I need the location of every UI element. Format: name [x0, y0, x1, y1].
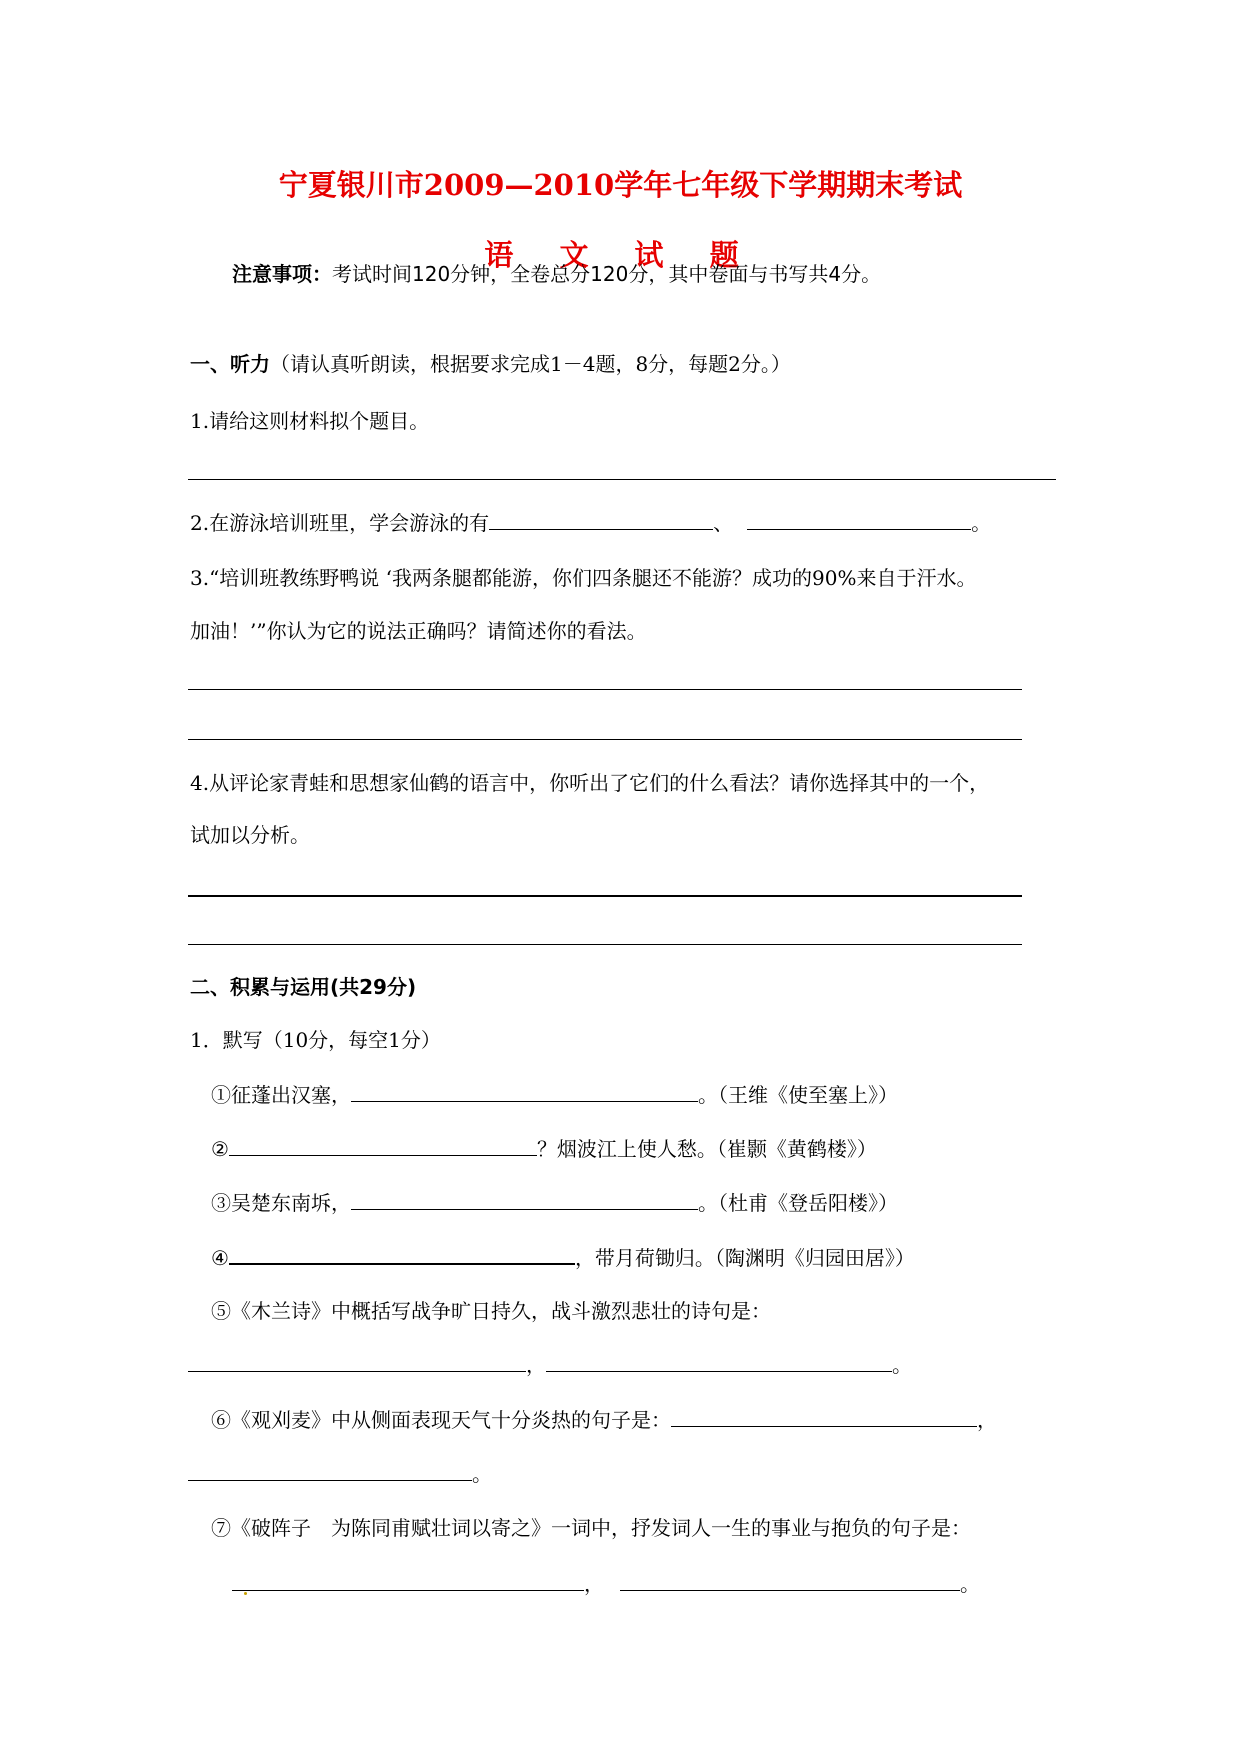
- question-2-1: 1．默写（10分，每空1分）: [190, 1028, 441, 1052]
- section1-note: （请认真听朗读，根据要求完成1－4题，8分，每题2分。）: [270, 352, 791, 376]
- item6-text: ⑥《观刈麦》中从侧面表现天气十分炎热的句子是：: [211, 1408, 671, 1432]
- answer-line[interactable]: [188, 739, 1022, 740]
- notice: [232, 260, 881, 288]
- ink-dot: [244, 1592, 247, 1595]
- dictation-item-3: [211, 1189, 898, 1217]
- dictation-item-6-blank2: [188, 1460, 492, 1488]
- item7-mid: ，: [584, 1572, 604, 1596]
- q2-mid: 、: [713, 511, 734, 535]
- item3-prefix: ③吴楚东南坼，: [211, 1191, 351, 1215]
- section2-heading: 二、积累与运用(共29分): [190, 975, 417, 999]
- item4-prefix: ④: [211, 1246, 229, 1270]
- item4-suffix: ，带月荷锄归。（陶渊明《归园田居》）: [574, 1246, 915, 1270]
- dictation-item-7-blanks: [232, 1570, 980, 1598]
- question-1-4-line2: 试加以分析。: [190, 823, 310, 847]
- answer-blank[interactable]: [232, 1570, 584, 1591]
- answer-line[interactable]: [188, 479, 1056, 480]
- notice-text: 考试时间120分钟，全卷总分120分，其中卷面与书写共4分。: [332, 262, 882, 286]
- item6-comma: ，: [977, 1408, 997, 1432]
- question-1-4-line1: 4.从评论家青蛙和思想家仙鹤的语言中，你听出了它们的什么看法？请你选择其中的一个，: [190, 771, 990, 795]
- answer-blank[interactable]: [351, 1081, 698, 1102]
- dictation-item-2: [211, 1135, 877, 1163]
- item1-suffix: 。（王维《使至塞上》）: [698, 1083, 898, 1107]
- answer-blank[interactable]: [546, 1351, 892, 1372]
- dictation-item-4: [211, 1243, 915, 1272]
- q2-end: 。: [971, 511, 992, 535]
- item5-end: 。: [892, 1353, 912, 1377]
- question-1-3-line1: 3.“培训班教练野鸭说 ‘我两条腿都能游，你们四条腿还不能游？成功的90%来自于汗水。: [190, 566, 977, 590]
- dictation-item-5: ⑤《木兰诗》中概括写战争旷日持久，战斗激烈悲壮的诗句是：: [211, 1299, 771, 1323]
- answer-blank[interactable]: [229, 1243, 575, 1265]
- dictation-item-7: ⑦《破阵子 为陈同甫赋壮词以寄之》一词中，抒发词人一生的事业与抱负的句子是：: [211, 1516, 971, 1540]
- item6-end: 。: [472, 1462, 492, 1486]
- exam-subtitle: 语 文 试 题: [484, 238, 757, 272]
- item5-mid: ，: [526, 1353, 546, 1377]
- dictation-item-6: [211, 1406, 997, 1434]
- item1-prefix: ①征蓬出汉塞，: [211, 1083, 351, 1107]
- answer-line[interactable]: [188, 895, 1022, 897]
- answer-line[interactable]: [188, 944, 1022, 945]
- answer-blank[interactable]: [188, 1351, 526, 1372]
- exam-title: 宁夏银川市2009—2010学年七年级下学期期末考试: [278, 168, 963, 202]
- answer-blank[interactable]: [620, 1570, 960, 1591]
- dictation-item-1: [211, 1081, 898, 1109]
- answer-blank[interactable]: [188, 1460, 472, 1481]
- item7-end: 。: [960, 1572, 980, 1596]
- question-1-2: [190, 509, 991, 537]
- section1-heading-row: [190, 350, 791, 378]
- question-1-1: 1.请给这则材料拟个题目。: [190, 409, 430, 433]
- question-1-3-line2: 加油！’”你认为它的说法正确吗？请简述你的看法。: [190, 619, 647, 643]
- q2-prefix: 2.在游泳培训班里，学会游泳的有: [190, 511, 490, 535]
- notice-label: 注意事项：: [232, 262, 332, 286]
- section1-heading: 一、听力: [190, 352, 270, 376]
- answer-blank[interactable]: [351, 1189, 698, 1210]
- dictation-item-5-blanks: [188, 1351, 912, 1379]
- answer-blank[interactable]: [747, 509, 971, 530]
- answer-blank[interactable]: [229, 1135, 537, 1156]
- answer-line[interactable]: [188, 689, 1022, 690]
- item2-prefix: ②: [211, 1137, 229, 1161]
- answer-blank[interactable]: [489, 509, 713, 530]
- item2-suffix: ？烟波江上使人愁。（崔颢《黄鹤楼》）: [536, 1137, 877, 1161]
- answer-blank[interactable]: [671, 1406, 977, 1427]
- item3-suffix: 。（杜甫《登岳阳楼》）: [698, 1191, 898, 1215]
